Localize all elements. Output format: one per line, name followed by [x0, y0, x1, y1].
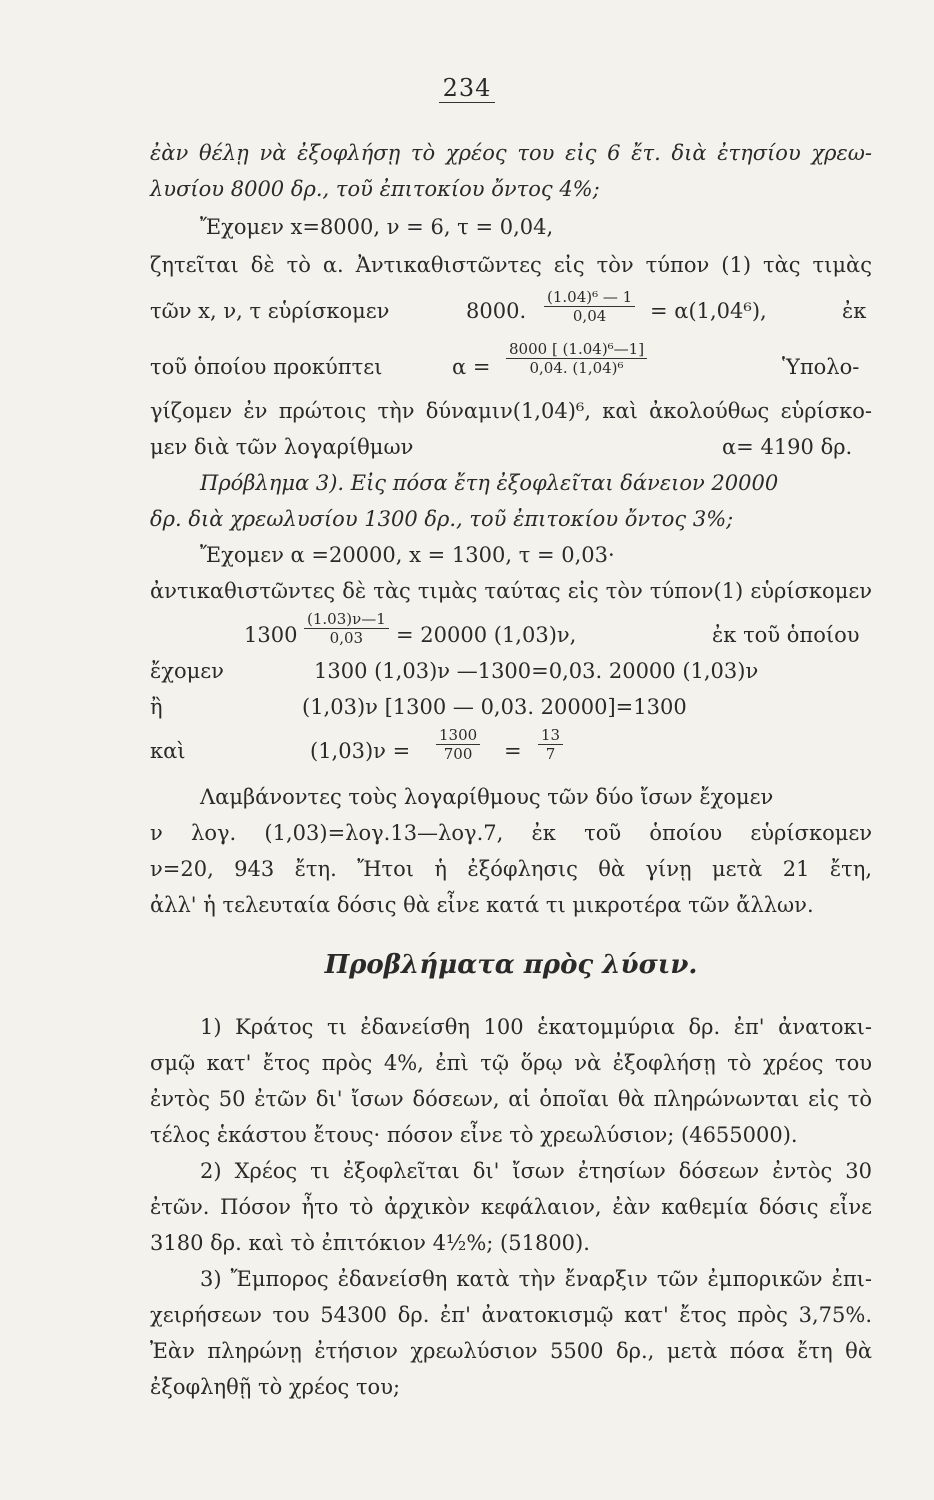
fraction [538, 726, 563, 763]
text-line: ἀλλ' ἡ τελευταία δόσις θὰ εἶνε κατά τι μικροτέρα τῶν ἄλλων. [150, 893, 814, 917]
fraction-denominator: 0,04. (1,04)⁶ [529, 359, 624, 377]
equation-text: (1,03)ν = [310, 739, 411, 763]
text-line: λυσίου 8000 δρ., τοῦ ἐπιτοκίου ὄντος 4%; [150, 177, 600, 201]
problem-line: Ἐὰν πληρώνῃ ἐτήσιον χρεωλύσιον 5500 δρ., μετὰ πόσα ἔτη θὰ [150, 1339, 872, 1363]
fraction-numerator: (1.04)⁶ — 1 [544, 288, 635, 307]
equation-text: = [504, 739, 522, 763]
equation-text: ἐκ [842, 299, 867, 323]
equation-line [150, 608, 872, 656]
text-line: ἀντικαθιστῶντες δὲ τὰς τιμὰς ταύτας εἰς τὸν τύπον(1) εὑρίσκομεν [150, 579, 872, 603]
fraction [544, 288, 635, 325]
text-line: γίζομεν ἐν πρώτοις τὴν δύναμιν(1,04)⁶, καὶ ἀκολούθως εὑρίσκο- [150, 399, 872, 423]
fraction [304, 610, 389, 647]
problem-line: ἐντὸς 50 ἐτῶν δι' ἴσων δόσεων, αἱ ὁποῖαι θὰ πληρώνωνται εἰς τὸ [150, 1087, 872, 1111]
fraction-numerator: (1.03)ν—1 [304, 610, 389, 629]
text-line: ν=20, 943 ἔτη. Ἤτοι ἡ ἐξόφλησις θὰ γίνῃ μετὰ 21 ἔτη, [150, 857, 872, 881]
equation-text: ἐκ τοῦ ὁποίου [712, 623, 860, 647]
text-line: Ἔχομεν x=8000, ν = 6, τ = 0,04, [200, 215, 554, 239]
fraction [506, 340, 647, 377]
section-title: Προβλήματα πρὸς λύσιν. [324, 950, 698, 980]
fraction-numerator: 8000 [ (1.04)⁶—1] [506, 340, 647, 359]
problem-line: τέλος ἑκάστου ἔτους· πόσον εἶνε τὸ χρεωλύσιον; (4655000). [150, 1123, 798, 1147]
text-line: ν λογ. (1,03)=λογ.13—λογ.7, ἐκ τοῦ ὁποίου εὑρίσκομεν [150, 821, 872, 845]
equation-text: α= 4190 δρ. [722, 435, 853, 459]
fraction [436, 726, 480, 763]
fraction-denominator: 7 [545, 745, 556, 763]
problem-line: 3180 δρ. καὶ τὸ ἐπιτόκιον 4½%; (51800). [150, 1231, 590, 1255]
equation-text: Ὑπολο- [782, 355, 860, 379]
text-line: ζητεῖται δὲ τὸ α. Ἀντικαθιστῶντες εἰς τὸν τύπον (1) τὰς τιμὰς [150, 253, 872, 277]
equation-line [150, 288, 872, 332]
equation-line [150, 432, 872, 462]
equation-text: = α(1,04⁶), [650, 299, 767, 323]
equation-line [150, 340, 872, 384]
fraction-denominator: 0,03 [329, 629, 364, 647]
equation-text: = 20000 (1,03)ν, [396, 623, 577, 647]
problem-line: 1) Κράτος τι ἐδανείσθη 100 ἑκατομμύρια δρ. ἐπ' ἀνατοκι- [200, 1015, 872, 1039]
problem-line: χειρήσεων του 54300 δρ. ἐπ' ἀνατοκισμῷ κατ' ἔτος πρὸς 3,75%. [150, 1303, 872, 1327]
equation-line [150, 726, 872, 774]
equation-text: μεν διὰ τῶν λογαρίθμων [150, 435, 414, 459]
text-line: Λαμβάνοντες τοὺς λογαρίθμους τῶν δύο ἴσων ἔχομεν [200, 785, 774, 809]
problem-line: 3) Ἔμπορος ἐδανείσθη κατὰ τὴν ἔναρξιν τῶν ἐμπορικῶν ἐπι- [200, 1267, 872, 1291]
page-number: 234 [0, 74, 934, 102]
equation-line [150, 656, 872, 686]
problem-line: 2) Χρέος τι ἐξοφλεῖται δι' ἴσων ἐτησίων δόσεων ἐντὸς 30 [200, 1159, 872, 1183]
equation-text: 1300 [244, 623, 298, 647]
problem-line: σμῷ κατ' ἔτος πρὸς 4%, ἐπὶ τῷ ὅρῳ νὰ ἐξοφλήσῃ τὸ χρέος του [150, 1051, 872, 1075]
equation-text: ἢ [150, 695, 163, 719]
equation-text: καὶ [150, 739, 186, 763]
equation-line [150, 692, 872, 722]
equation-text: (1,03)ν [1300 — 0,03. 20000]=1300 [302, 695, 687, 719]
equation-text: τῶν x, ν, τ εὑρίσκομεν [150, 299, 390, 323]
problem-line: ἐτῶν. Πόσον ἦτο τὸ ἀρχικὸν κεφάλαιον, ἐὰν καθεμία δόσις εἶνε [150, 1195, 872, 1219]
fraction-numerator: 13 [538, 726, 563, 745]
text-line: δρ. διὰ χρεωλυσίου 1300 δρ., τοῦ ἐπιτοκίου ὄντος 3%; [150, 507, 734, 531]
text-line: Ἔχομεν α =20000, x = 1300, τ = 0,03· [200, 543, 615, 567]
equation-text: 8000. [466, 299, 527, 323]
fraction-denominator: 0,04 [572, 307, 607, 325]
problem-heading: Πρόβλημα 3). Εἰς πόσα ἔτη ἐξοφλεῖται δάνειον 20000 [200, 471, 779, 495]
equation-text: 1300 (1,03)ν —1300=0,03. 20000 (1,03)ν [314, 659, 759, 683]
equation-text: ἔχομεν [150, 659, 224, 683]
fraction-denominator: 700 [443, 745, 473, 763]
fraction-numerator: 1300 [436, 726, 480, 745]
equation-text: τοῦ ὁποίου προκύπτει [150, 355, 383, 379]
problem-line: ἐξοφληθῇ τὸ χρέος του; [150, 1375, 401, 1399]
text-line: ἐὰν θέλῃ νὰ ἐξοφλήσῃ τὸ χρέος του εἰς 6 ἔτ. διὰ ἐτησίου χρεω- [150, 141, 872, 165]
equation-text: α = [452, 355, 491, 379]
